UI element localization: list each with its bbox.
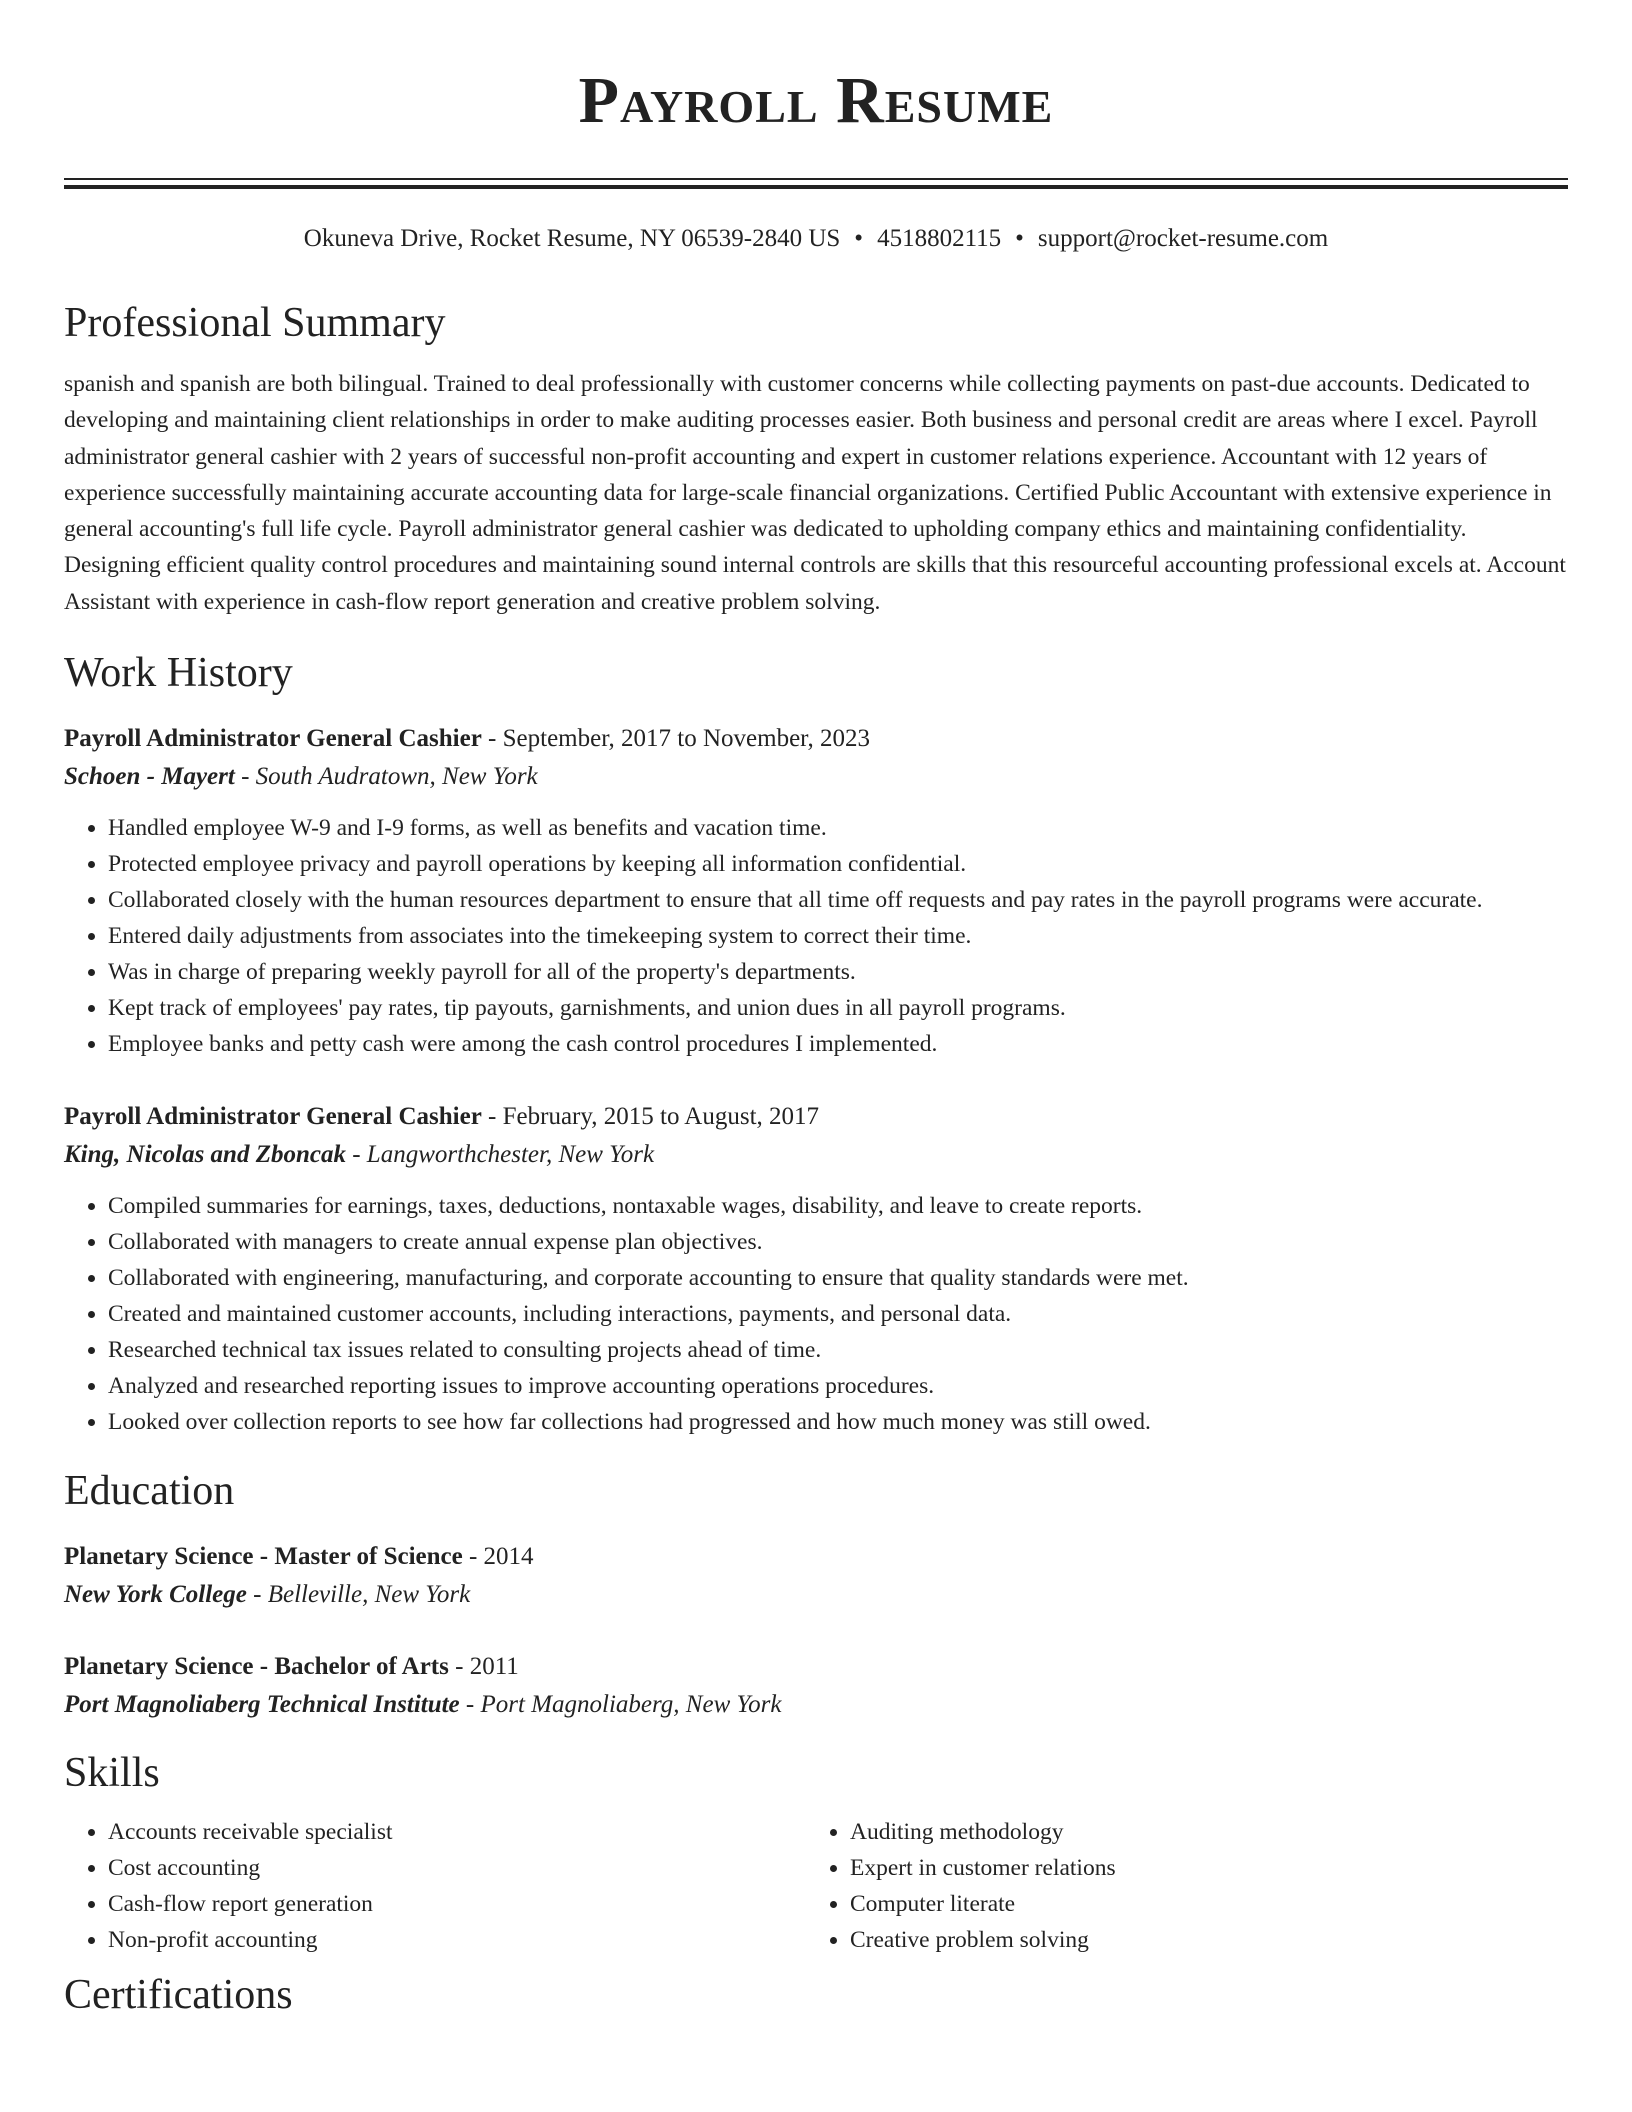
job-company: King, Nicolas and Zboncak — [64, 1141, 346, 1169]
job-bullets — [64, 810, 1568, 1062]
page-title: Payroll Resume — [578, 64, 1054, 137]
section-heading-skills: Skills — [64, 1750, 160, 1797]
section-heading-education: Education — [64, 1468, 235, 1515]
section-heading-work-history: Work History — [64, 650, 293, 697]
skill-item: • Cost accounting — [108, 1850, 806, 1886]
job-company-line — [64, 758, 1568, 796]
list-item: • Collaborated with engineering, manufacturing, and corporate accounting to ensure that quality standards were met. — [108, 1260, 1568, 1296]
job-title-line — [64, 720, 1568, 758]
education-entry — [64, 1648, 1568, 1724]
job-location: - Langworthchester, New York — [345, 1141, 655, 1169]
job-bullets — [64, 1188, 1568, 1440]
contact-separator: • — [1015, 225, 1024, 252]
education-degree: Planetary Science - Master of Science — [64, 1543, 463, 1571]
list-item: • Analyzed and researched reporting issues to improve accounting operations procedures. — [108, 1368, 1568, 1404]
education-location: - Belleville, New York — [246, 1581, 471, 1609]
education-location: - Port Magnoliaberg, New York — [459, 1691, 782, 1719]
skill-item: • Non-profit accounting — [108, 1922, 806, 1958]
education-school: Port Magnoliaberg Technical Institute — [64, 1691, 460, 1719]
list-item: • Researched technical tax issues related to consulting projects ahead of time. — [108, 1332, 1568, 1368]
list-item: • Protected employee privacy and payroll operations by keeping all information confidential. — [108, 846, 1568, 882]
skills-list-left — [64, 1814, 806, 1958]
title-divider — [64, 178, 1568, 189]
contact-separator: • — [854, 225, 864, 252]
contact-phone: 4518802115 — [877, 225, 1002, 252]
job-dates: - September, 2017 to November, 2023 — [481, 725, 870, 753]
education-year: - 2014 — [462, 1543, 534, 1571]
skill-item: • Auditing methodology — [850, 1814, 1548, 1850]
list-item: • Created and maintained customer accounts, including interactions, payments, and personal data. — [108, 1296, 1568, 1332]
skills-list-right — [806, 1814, 1548, 1958]
education-school: New York College — [64, 1581, 247, 1609]
education-school-line — [64, 1576, 1568, 1614]
education-school-line — [64, 1686, 1568, 1724]
job-location: - South Audratown, New York — [234, 763, 538, 791]
list-item: • Looked over collection reports to see how far collections had progressed and how much money was still owed. — [108, 1404, 1568, 1440]
education-degree: Planetary Science - Bachelor of Arts — [64, 1653, 449, 1681]
education-degree-line — [64, 1538, 1568, 1576]
list-item: • Collaborated with managers to create annual expense plan objectives. — [108, 1224, 1568, 1260]
list-item: • Compiled summaries for earnings, taxes, deductions, nontaxable wages, disability, and leave to create reports. — [108, 1188, 1568, 1224]
education-entry — [64, 1538, 1568, 1614]
job-title: Payroll Administrator General Cashier — [64, 725, 482, 753]
section-heading-summary: Professional Summary — [64, 300, 446, 346]
list-item: • Handled employee W-9 and I-9 forms, as well as benefits and vacation time. — [108, 810, 1568, 846]
skill-item: • Accounts receivable specialist — [108, 1814, 806, 1850]
list-item: • Employee banks and petty cash were among the cash control procedures I implemented. — [108, 1026, 1568, 1062]
skills-columns — [64, 1814, 1568, 1958]
contact-email: support@rocket-resume.com — [1037, 225, 1329, 252]
list-item: • Was in charge of preparing weekly payroll for all of the property's departments. — [108, 954, 1568, 990]
skill-item: • Expert in customer relations — [850, 1850, 1548, 1886]
education-degree-line — [64, 1648, 1568, 1686]
list-item: • Collaborated closely with the human resources department to ensure that all time off requests and pay rates in the payroll programs were accurate. — [108, 882, 1568, 918]
job-dates: - February, 2015 to August, 2017 — [481, 1103, 820, 1131]
contact-address: Okuneva Drive, Rocket Resume, NY 06539-2840 US — [303, 225, 841, 252]
job-entry — [64, 1098, 1568, 1440]
education-year: - 2011 — [448, 1653, 519, 1681]
section-heading-certifications: Certifications — [64, 1972, 293, 2019]
job-entry — [64, 720, 1568, 1062]
job-title-line — [64, 1098, 1568, 1136]
contact-line — [64, 222, 1568, 256]
summary-text: spanish and spanish are both bilingual. Trained to deal professionally with customer concerns while collecting payments on past-due accounts. Dedicated to developing and maintaining client relationships in order to make auditing processes easier. Both business and personal credit are areas where I excel. Payroll administrator general cashier with 2 years of successful non-profit accounting and expert in customer relations experience. Accountant with 12 years of experience successfully maintaining accurate accounting data for large-scale financial organizations. Certified Public Accountant with extensive experience in general accounting's full life cycle. Payroll administrator general cashier was dedicated to upholding company ethics and maintaining confidentiality. Designing efficient quality control procedures and maintaining sound internal controls are skills that this resourceful accounting professional excels at. Account Assistant with experience in cash-flow report generation and creative problem solving. — [64, 371, 1566, 615]
list-item: • Entered daily adjustments from associates into the timekeeping system to correct their time. — [108, 918, 1568, 954]
skill-item: • Computer literate — [850, 1886, 1548, 1922]
skill-item: • Creative problem solving — [850, 1922, 1548, 1958]
job-title: Payroll Administrator General Cashier — [64, 1103, 482, 1131]
skill-item: • Cash-flow report generation — [108, 1886, 806, 1922]
job-company: Schoen - Mayert — [64, 763, 235, 791]
list-item: • Kept track of employees' pay rates, tip payouts, garnishments, and union dues in all payroll programs. — [108, 990, 1568, 1026]
job-company-line — [64, 1136, 1568, 1174]
